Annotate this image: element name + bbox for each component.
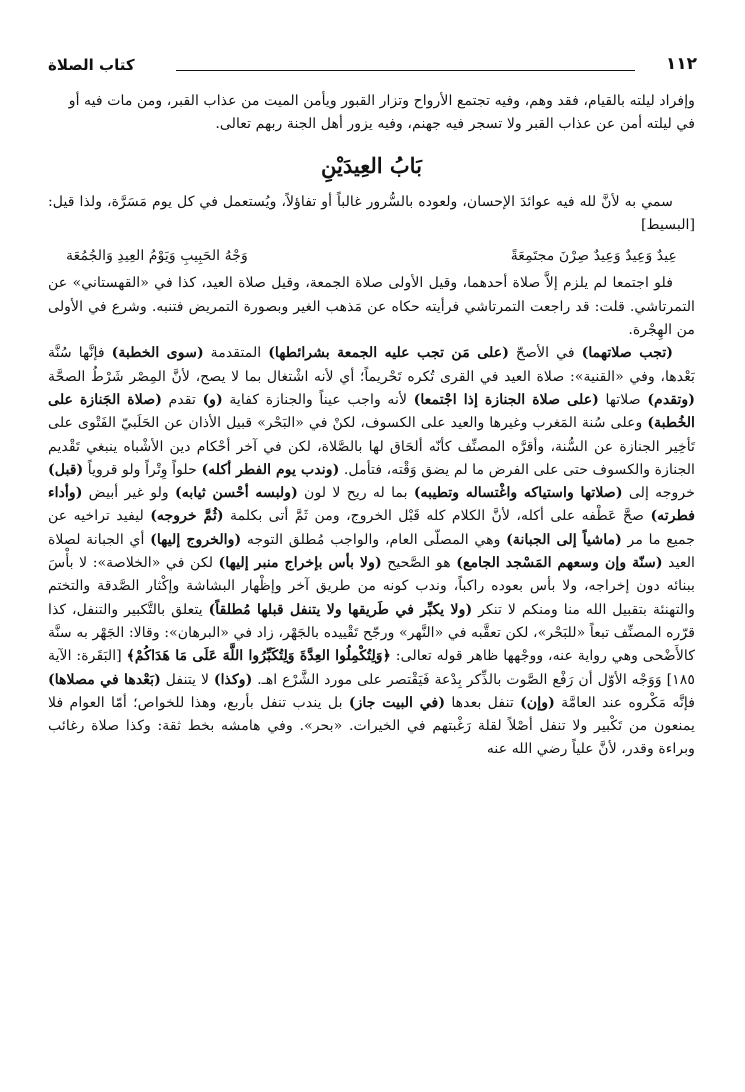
matn-text: (على مَن تجب عليه الجمعة بشرائطها) xyxy=(268,345,509,362)
sharh-text: هو الصَّحيح xyxy=(381,555,457,572)
quran-citation: [البَقَرة: الآية ١٨٥] xyxy=(48,648,695,688)
matn-text: (ولا يكبِّر في طَريقها ولا يتنفل قبلها مُطلقاً) xyxy=(208,601,473,618)
matn-text: (وتقدم) xyxy=(647,391,695,408)
matn-text: (تجب صلاتهما) xyxy=(581,345,674,362)
matn-text: (على صلاة الجنازة إذا اجْتمعا) xyxy=(413,391,599,408)
matn-text: (بَعْدها في مصلاها) xyxy=(48,671,161,688)
matn-text: (وإن) xyxy=(520,694,555,711)
verse-second-hemistich: وَجْهُ الحَبِيبِ وَيَوْمُ العِيدِ وَالجُمُعَة xyxy=(66,248,248,265)
page-number: ١١٢ xyxy=(665,54,697,74)
matn-text: (ولا بأس بإخراج منبر إليها) xyxy=(218,555,382,572)
sharh-text: فإنَّه مَكْروه عند العامَّة xyxy=(554,694,696,711)
page-body xyxy=(48,90,695,762)
sharh-text: تنفل بعدها xyxy=(445,694,521,711)
sharh-text: تقدم xyxy=(161,391,203,408)
sharh-text: صحَّ عَطْفه على أكله، لأنَّ الكلام كله قَبْل الخروج، ومن ثَمَّ أتى بكلمة xyxy=(223,508,651,525)
sharh-text: ولو غير أبيض xyxy=(82,485,176,502)
sharh-text: فإنَّها سُنَّة بَعْدها، وفي «القنية»: صلاة العيد في القرى تُكره تَحْريماً؛ أي لأنه اشْتغال بما لا يصح، لأنَّ المِصْر شَرْطُ الصحَّة xyxy=(48,345,695,385)
sharh-text: حلواً وِتْراً ولو قروياً xyxy=(83,461,202,478)
matn-text: (قبل) xyxy=(48,461,84,478)
sharh-text: لكن في «الخلاصة»: لا بأْسَ ببنائه دون إخراجه، ولا بأس بعوده راكباً، وندب كونه من طريق آخر وإظْهار البشاشة وإكْثار الصَّدقة والتختم والتهنئة بتقبيل الله منا ومنكم لا تنكر xyxy=(48,555,695,618)
sharh-text: خروجه إلى xyxy=(622,485,695,502)
sharh-text: ليفيد تراخيه عن جميع ما مر xyxy=(48,508,696,548)
sharh-text: صلاتها xyxy=(598,391,648,408)
intro-paragraph: وإفراد ليلته بالقيام، فقد وهم، وفيه تجتمع الأرواح وتزار القبور ويأمن الميت من عذاب القبر، ومن مات فيه أو في ليلته أمن عن عذاب القبر ولا تسجر فيه جهنم، وفيه يزور أهل الجنة ربهم تعالى. xyxy=(68,93,695,133)
sharh-text: وَوَجْه الأوّل أن رَفْع الصَّوت بالذِّكر بِدْعة فَيَقْتصر على مورد الشَّرْع اهـ. xyxy=(252,671,662,688)
matn-text: (وندب يوم الفطر أكله) xyxy=(201,461,340,478)
ruling-paragraph xyxy=(48,342,695,761)
sharh-text: لأنه واجب عيناً والجنازة كفاية xyxy=(222,391,414,408)
matn-text: (ماشياً إلى الجبانة) xyxy=(506,531,622,548)
definition-paragraph: سمي به لأنَّ لله فيه عوائدَ الإحسان، ولعوده بالسُّرور غالباً أو تفاؤلاً، ويُستعمل في كل يوم مَسَرَّة، ولذا قيل: [البسيط] xyxy=(48,193,695,233)
sharh-text: لا يتنفل xyxy=(160,671,214,688)
sharh-text: بل يندب تنفل بأربع، وهذا للخواص؛ أمّا العوام فلا يمنعون من تَكْبير ولا تنفل أصْلاً لقلة رَغْبتهم في الخيرات. «بحر». وفي هامشه بخط ثقة: وكذا صلاة رغائب وبراءة وقدر، لأنَّ علياً رضي الله عنه xyxy=(48,694,695,758)
verse-first-hemistich: عِيدٌ وَعِيدٌ وَعِيدٌ صِرْنَ مجتَمِعَةً xyxy=(510,248,677,265)
matn-text: (سوى الخطبة) xyxy=(111,345,204,362)
discussion-paragraph: فلو اجتمعا لم يلزم إلاَّ صلاة أحدهما، وقيل الأولى صلاة الجمعة، وقيل صلاة العيد، كذا في «القهستاني» عن التمرتاشي. قلت: قد راجعت التمرتاشي فرأيته حكاه عن مَذهب الغير وبصورة التمريض فتنبه. وشرع في الأولى من الهِجْرة. xyxy=(48,275,695,339)
matn-text: (وكذا) xyxy=(213,671,253,688)
sharh-text: المتقدمة xyxy=(203,345,269,362)
matn-text: (والخروج إليها) xyxy=(150,531,242,548)
quran-verse: ﴿وَلِتُكْمِلُوا العِدَّةَ وَلِتُكَبِّرُوا اللَّهَ عَلَى مَا هَدَاكُمْ﴾ xyxy=(126,648,391,665)
matn-text: (ولبسه أحْسن ثيابه) xyxy=(175,485,298,502)
matn-text: (في البيت جاز) xyxy=(348,694,446,711)
header-rule xyxy=(176,70,635,71)
running-title: كتاب الصلاة xyxy=(48,56,135,74)
sharh-text: أي الجبانة لصلاة العيد xyxy=(48,531,695,572)
matn-text: (و) xyxy=(202,391,223,408)
sharh-text: في الأصحّ xyxy=(508,345,582,362)
matn-text: (صلاة الجَنازة على الخُطبة) xyxy=(48,391,695,432)
matn-text: (سنّة وإن وسعهم المَسْجد الجامع) xyxy=(456,555,663,572)
sharh-text: بما له ريح لا لون xyxy=(297,485,414,502)
sharh-text: يتعلق بالتَّكبير والتنفل، كذا قرّره المصنِّف تبعاً «للبَحْر»، لكن تعقَّبه في «النَّهر» ورجّح تَقْييده بالجَهْر، زاد في «البرهان»: وقالا: الجَهْر به سنَّة كالأَضْحى وهي رواية عنه، ووجْهها ظاهر قوله تعالى: xyxy=(48,601,695,665)
matn-text: (ثُمَّ خروجه) xyxy=(150,508,224,525)
chapter-title: بَابُ العِيدَيْنِ xyxy=(321,152,422,178)
matn-text: (صلاتها واستياكه واغْتساله وتطيبه) xyxy=(413,485,623,502)
sharh-text: وعلى سُنة المَغرب وغيرها والعيد على الكسوف، لكنْ في «البَحْر» قبيل الأذان عن الحَلَبيّ الفَتْوى على تَأخِير الجنازة عن السُّنة، وأقرَّه المصنِّف كأنّه ألحَاق لها بالصَّلاة، لكن في آخر أحْكام دين الأشْباه ينبغي تَقْديم الجنازة والكسوف حتى على الفرض ما لم يضق وَقْته، فتأمل. xyxy=(48,415,695,478)
matn-text: (وأداء فطرته) xyxy=(48,485,695,525)
sharh-text: وهي المصلّى العام، والواجب مُطلق التوجه xyxy=(241,531,507,548)
poetry-verse xyxy=(48,245,695,268)
page-header xyxy=(48,56,697,78)
